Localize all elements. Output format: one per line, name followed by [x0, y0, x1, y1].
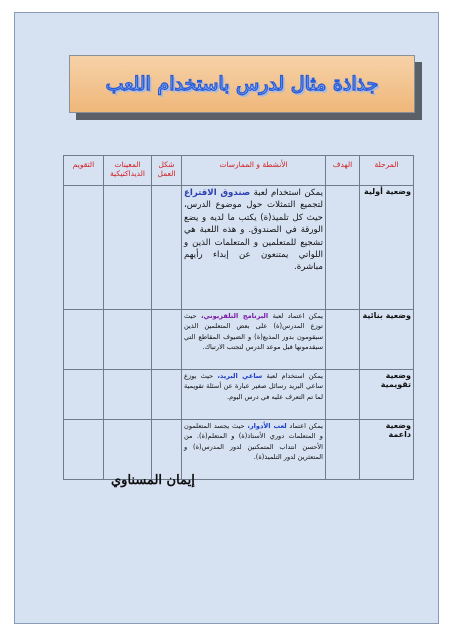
goal-cell	[326, 186, 360, 310]
title-banner	[69, 55, 415, 113]
evaluation-cell	[64, 420, 104, 480]
didactic-aids-cell	[104, 310, 152, 370]
evaluation-cell	[64, 186, 104, 310]
work-form-cell	[152, 420, 182, 480]
goal-cell	[326, 420, 360, 480]
header-didactic-aids: المعينات الديداكتيكية	[104, 156, 152, 186]
didactic-aids-cell	[104, 370, 152, 420]
activity-cell	[182, 186, 326, 310]
activity-intro: يمكن استخدام لعبة	[262, 372, 324, 380]
activity-cell	[182, 420, 326, 480]
header-stage: المرحلة	[360, 156, 414, 186]
stage-cell: وضعية داعمة	[360, 420, 414, 480]
table-row	[64, 186, 414, 310]
activity-description: حيث يجسد المتعلمون و المتعلمات دوري الأستاذ(ة) و المتعلم(ة). من الأحسن انتداب المتمكنين لدور المدرس(ة) و المتعثرين لدور التلميذ(ة).	[184, 422, 323, 462]
table-row	[64, 370, 414, 420]
didactic-aids-cell	[104, 420, 152, 480]
work-form-cell	[152, 186, 182, 310]
game-name: صندوق الاقتراع	[184, 188, 251, 198]
activity-description: لتجميع التمثلات حول موضوع الدرس، حيث كل تلميذ(ة) يكتب ما لديه و يضع الورقة في الصندوق. و هذه اللعبة هي تشجيع للمتعلمين و المتعلمات الذين و اللواتي يمتنعون عن إبداء رأيهم مباشرة.	[184, 200, 323, 273]
header-work-form: شكل العمل	[152, 156, 182, 186]
worksheet-page	[14, 12, 439, 624]
game-name: لعب الأدوار،	[247, 422, 287, 430]
stage-cell: وضعية بنائية	[360, 310, 414, 370]
game-name: البرنامج التلفزيوني،	[200, 312, 269, 320]
didactic-aids-cell	[104, 186, 152, 310]
stage-cell: وضعية تقويمية	[360, 370, 414, 420]
table-row	[64, 310, 414, 370]
stage-cell: وضعية أولية	[360, 186, 414, 310]
table-header-row	[64, 156, 414, 186]
game-name: ساعي البريد،	[217, 372, 263, 380]
activity-intro: يمكن اعتماد	[286, 422, 324, 430]
activity-intro: يمكن اعتماد لعبة	[268, 312, 324, 320]
activity-description: حيث توزع المدرس(ة) على بعض المتعلمين الذين سيقومون بدور المذيع(ة) و الضيوف المقاطع التي سيقدمونها قبل موعد الدرس لتجنب الارتباك.	[184, 312, 323, 352]
table-row	[64, 420, 414, 480]
evaluation-cell	[64, 370, 104, 420]
lesson-plan-table	[63, 155, 414, 480]
header-activities: الأنشطة و الممارسات	[182, 156, 326, 186]
activity-cell	[182, 310, 326, 370]
work-form-cell	[152, 370, 182, 420]
header-evaluation: التقويم	[64, 156, 104, 186]
page-title: جذاذة مثال لدرس باستخدام اللعب	[105, 73, 379, 95]
activity-cell	[182, 370, 326, 420]
goal-cell	[326, 370, 360, 420]
evaluation-cell	[64, 310, 104, 370]
activity-description: حيث يوزع ساعي البريد رسائل صغير عبارة عن أسئلة تقويمية لما تم التعرف عليه في درس اليوم.	[184, 372, 323, 401]
work-form-cell	[152, 310, 182, 370]
goal-cell	[326, 310, 360, 370]
activity-intro: يمكن استخدام لعبة	[250, 188, 323, 198]
header-goal: الهدف	[326, 156, 360, 186]
author-signature: إيمان المسناوي	[111, 473, 195, 488]
